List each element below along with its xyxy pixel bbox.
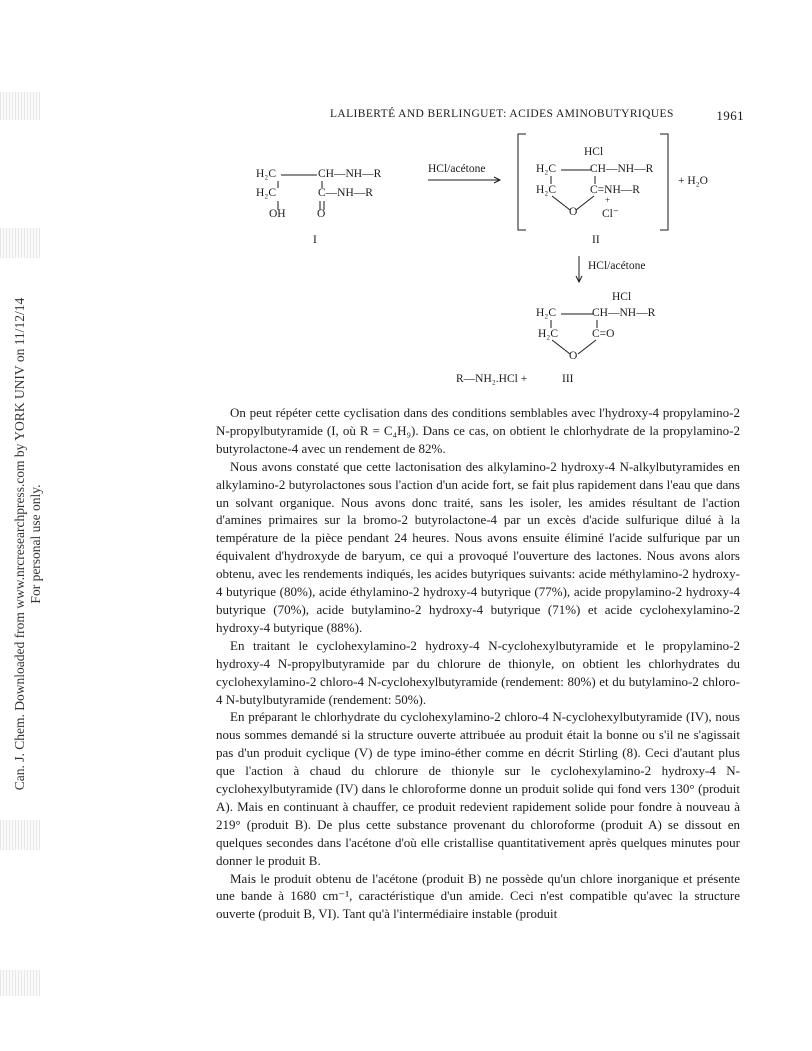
compound-iii-c-o: C=O — [592, 328, 615, 340]
paragraph: En traitant le cyclohexylamino-2 hydroxy-4 N-cyclohexylbutyramide et le propylamino-2 hydroxy-4 N-propylbutyramide par du chlorure de thionyle, on obtient les chlorhydrates du cyclohexylamino-2 chloro-4 N-cyclohexylbutyramide (rendement: 80%) et du butylamino-2 chloro-4 N-butylbutyramide (rendement: 50%). — [216, 637, 740, 707]
compound-ii-ch-nh-r: CH—NH—R — [590, 163, 654, 175]
paragraph: On peut répéter cette cyclisation dans des conditions semblables avec l'hydroxy-4 propylamino-2 N-propylbutyramide (I, où R = C₄H₉). Dans ce cas, on obtient le chlorhydrate de la propylamino-2 butyrolactone-4 avec un rendement de 82%. — [216, 405, 740, 456]
compound-i-oh: OH — [269, 208, 286, 220]
scan-mark — [0, 92, 40, 120]
compound-i-h2c-top: H₂C — [256, 168, 276, 180]
compound-ii-hcl: HCl — [584, 146, 604, 158]
watermark-line-1: Can. J. Chem. Downloaded from www.nrcresearchpress.com by YORK UNIV on 11/12/14 — [12, 297, 27, 791]
page-number: 1961 — [716, 108, 744, 123]
paragraph: Mais le produit obtenu de l'acétone (produit B) ne possède qu'un chlore inorganique et présente une bande à 1680 cm⁻¹, caractéristique d'un amide. Ceci n'est compatible qu'avec la structure ouverte (produit B, VI). Tant qu'à l'intermédiaire instable (produit — [216, 870, 740, 922]
reagent-hcl-acetone-1: HCl/acétone — [428, 163, 486, 175]
reagent-hcl-acetone-2: HCl/acétone — [588, 260, 646, 272]
compound-iii-label: III — [562, 373, 574, 385]
scan-mark — [0, 970, 40, 996]
running-title: LALIBERTÉ AND BERLINGUET: ACIDES AMINOBUTYRIQUES — [330, 108, 674, 120]
compound-i-c-nh-r: C—NH—R — [318, 187, 373, 199]
compound-ii-chloride: Cl⁻ — [602, 208, 619, 220]
download-watermark — [12, 174, 44, 914]
compound-ii-label: II — [592, 234, 600, 246]
compound-ii-positive-charge: + — [605, 195, 611, 205]
compound-iii-h2c-top: H₂C — [536, 307, 556, 319]
compound-ii-h2c-mid: H₂C — [536, 184, 556, 196]
compound-iii-ch-nh-r: CH—NH—R — [592, 307, 656, 319]
reaction-scheme — [200, 128, 760, 398]
compound-iii-hcl: HCl — [612, 291, 632, 303]
compound-i-o: O — [317, 208, 326, 220]
amine-hydrochloride: R—NH₂.HCl + — [456, 373, 528, 385]
body-text — [216, 404, 740, 923]
compound-ii-h2c-top: H₂C — [536, 163, 556, 175]
compound-ii-o: O — [569, 206, 578, 218]
water-byproduct: + H₂O — [678, 175, 708, 187]
compound-ii-c-nh-r: C=NH—R — [590, 184, 640, 196]
compound-iii-h2c-mid: H₂C — [538, 328, 558, 340]
paragraph: En préparant le chlorhydrate du cyclohexylamino-2 chloro-4 N-cyclohexylbutyramide (IV), nous nous sommes demandé si la structure ouverte attribuée au produit était la bonne ou s'il ne s'agissait pas d'un produit cyclique (V) de type imino-éther comme en décrit Stirling (8). Ceci d'autant plus que l'action à chaud du chlorure de thionyle sur le cyclohexylamino-2 hydroxy-4 N-cyclohexylbutyramide (IV) dans le chloroforme donne un produit solide qui fond vers 130° (produit A). Mais en continuant à chauffer, ce produit redevient rapidement solide pour fondre à nouveau à 219° (produit B). De plus cette substance provenant du chloroforme (produit A) se dissout en quelques secondes dans l'acétone d'où elle cristallise quantitativement après quelques minutes pour donner le produit B. — [216, 709, 740, 868]
paragraph: Nous avons constaté que cette lactonisation des alkylamino-2 hydroxy-4 N-alkylbutyramides en alkylamino-2 butyrolactones sous l'action d'un acide fort, se fait plus rapidement dans l'eau que dans un solvant organique. Nous avons donc traité, sans les isoler, les amides résultant de l'action d'amines primaires sur la bromo-2 butyrolactone-4 par un excès d'acide sulfurique dilué à la température de la pièce pendant 24 heures. Nous avons ensuite éliminé l'acide sulfurique par un équivalent d'hydroxyde de baryum, ce qui a provoqué l'ouverture des lactones. Nous avons alors obtenu, avec les rendements indiqués, les acides butyriques suivants: acide méthylamino-2 hydroxy-4 butyrique (80%), acide éthylamino-2 hydroxy-4 butyrique (77%), acide propylamino-2 hydroxy-4 butyrique (70%), acide butylamino-2 hydroxy-4 butyrique (71%) et acide cyclohexylamino-2 hydroxy-4 butyrique (88%). — [216, 458, 740, 635]
compound-i-h2c-mid: H₂C — [256, 187, 276, 199]
compound-i-ch-nh-r: CH—NH—R — [318, 168, 382, 180]
compound-iii-o: O — [569, 350, 578, 362]
compound-i-label: I — [313, 234, 317, 246]
watermark-line-2: For personal use only. — [28, 484, 43, 604]
